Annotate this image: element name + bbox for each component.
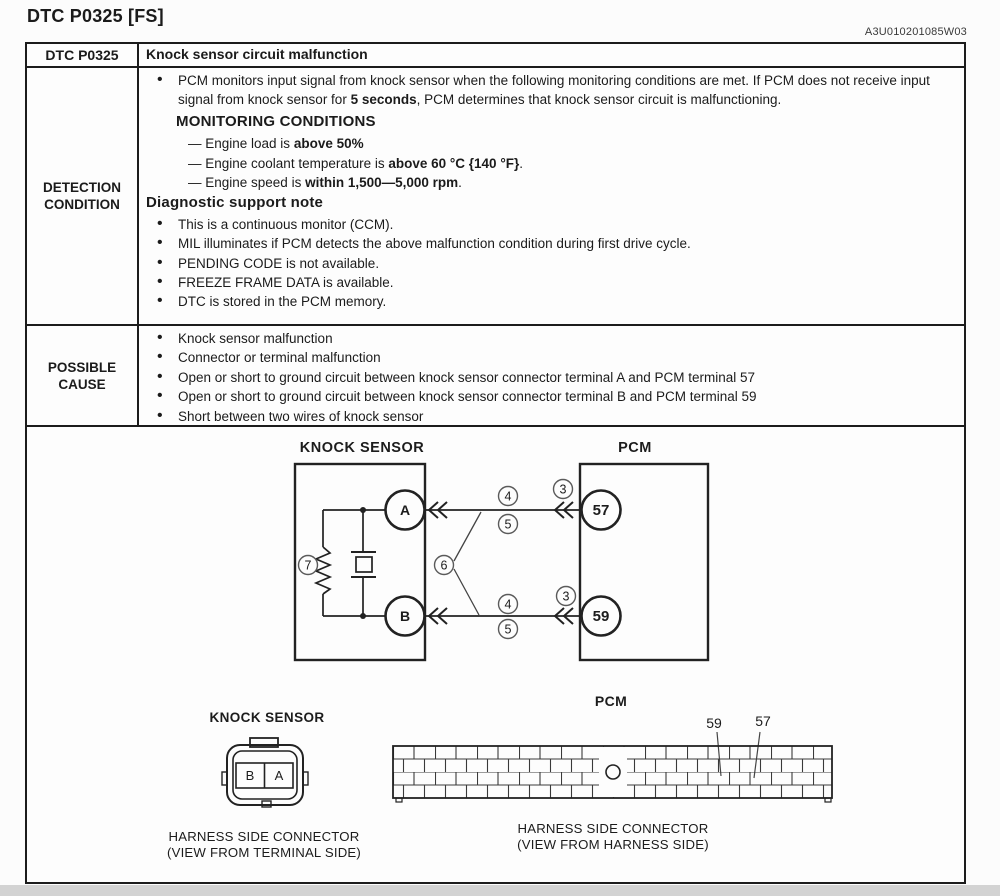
pcm-connector-title: PCM xyxy=(594,693,628,709)
possible-cause-list xyxy=(146,329,954,426)
callout-5: 5 xyxy=(504,622,512,637)
wiring-diagram-row xyxy=(27,425,964,882)
pin-a-label: A xyxy=(274,768,284,783)
diagnostic-support-list xyxy=(146,215,954,312)
support-item: • FREEZE FRAME DATA is available. xyxy=(146,273,954,292)
cause-item: • Knock sensor malfunction xyxy=(146,329,954,348)
support-item: • This is a continuous monitor (CCM). xyxy=(146,215,954,234)
page-title: DTC P0325 [FS] xyxy=(27,6,164,26)
pcm-terminal-59-label: 59 xyxy=(592,608,610,625)
pcm-box-label: PCM xyxy=(618,440,652,456)
terminal-b-label: B xyxy=(399,608,411,624)
cause-item: • Connector or terminal malfunction xyxy=(146,348,954,367)
document-ref-code: A3U010201085W03 xyxy=(864,26,967,38)
ks-caption-line1: HARNESS SIDE CONNECTOR xyxy=(168,829,360,844)
piezo-element-icon xyxy=(356,557,372,572)
resistor-icon xyxy=(316,547,330,594)
dtc-description-cell: Knock sensor circuit malfunction xyxy=(146,46,368,63)
ks-caption-line2: (VIEW FROM TERMINAL SIDE) xyxy=(166,845,362,860)
detection-condition-row xyxy=(27,66,964,324)
detection-intro-item: • PCM monitors input signal from knock sensor when the following monitoring conditions are met. If PCM does not receive input signal from knock sensor for 5 seconds, PCM determines that knock sensor circuit is malfunctioning. xyxy=(146,71,954,110)
possible-cause-row xyxy=(27,324,964,425)
pin-b-label: B xyxy=(245,768,255,783)
wiring-diagram xyxy=(27,427,964,882)
monitoring-condition-item: — Engine speed is within 1,500—5,000 rpm. xyxy=(188,175,462,191)
connector-foot xyxy=(825,798,831,802)
possible-cause-label: POSSIBLE CAUSE xyxy=(27,326,139,425)
callout-4: 4 xyxy=(504,597,512,612)
knock-sensor-box-label: KNOCK SENSOR xyxy=(299,440,425,456)
cause-item: • Open or short to ground circuit between knock sensor connector terminal A and PCM terminal 57 xyxy=(146,368,954,387)
callout-3: 3 xyxy=(562,589,570,604)
pcm-caption-line2: (VIEW FROM HARNESS SIDE) xyxy=(517,837,709,852)
support-item: • PENDING CODE is not available. xyxy=(146,254,954,273)
dtc-code-cell: DTC P0325 xyxy=(27,44,139,66)
knock-sensor-connector-view xyxy=(167,710,361,860)
monitoring-conditions-heading: MONITORING CONDITIONS xyxy=(176,112,376,130)
possible-cause-content xyxy=(139,326,964,425)
dtc-table xyxy=(25,42,966,884)
pcm-terminal-57-label: 57 xyxy=(592,502,610,519)
detection-condition-label: DETECTION CONDITION xyxy=(27,68,139,324)
support-item: • DTC is stored in the PCM memory. xyxy=(146,292,954,311)
callout-5: 5 xyxy=(504,517,512,532)
wiring-diagram-cell xyxy=(27,427,964,882)
table-header-row xyxy=(27,44,964,66)
detection-condition-content xyxy=(139,68,964,324)
callout-3: 3 xyxy=(559,482,567,497)
knock-sensor-connector-title: KNOCK SENSOR xyxy=(209,710,325,725)
callout-7: 7 xyxy=(304,558,312,573)
pcm-pin-59-label: 59 xyxy=(706,715,722,731)
pcm-pin-57-label: 57 xyxy=(755,713,771,729)
cause-item: • Open or short to ground circuit between knock sensor connector terminal B and PCM terminal 59 xyxy=(146,387,954,406)
schematic xyxy=(295,440,708,660)
terminal-a-label: A xyxy=(399,502,411,518)
page-edge-shadow xyxy=(0,885,1000,896)
pcm-connector-view xyxy=(393,693,832,852)
callout-6: 6 xyxy=(440,558,448,573)
pcm-connector-mount-hole xyxy=(606,765,620,779)
pcm-caption-line1: HARNESS SIDE CONNECTOR xyxy=(517,821,709,836)
diagnostic-support-heading: Diagnostic support note xyxy=(146,194,324,212)
monitoring-condition-item: — Engine load is above 50% xyxy=(188,136,364,152)
callout-4: 4 xyxy=(504,489,512,504)
callout-6-lines xyxy=(454,512,481,615)
monitoring-condition-item: — Engine coolant temperature is above 60 °C {140 °F}. xyxy=(188,155,523,171)
connector-foot xyxy=(396,798,402,802)
cause-item: • Short between two wires of knock sensor xyxy=(146,407,954,426)
detection-intro-list xyxy=(146,71,954,110)
support-item: • MIL illuminates if PCM detects the above malfunction condition during first drive cycle. xyxy=(146,234,954,253)
